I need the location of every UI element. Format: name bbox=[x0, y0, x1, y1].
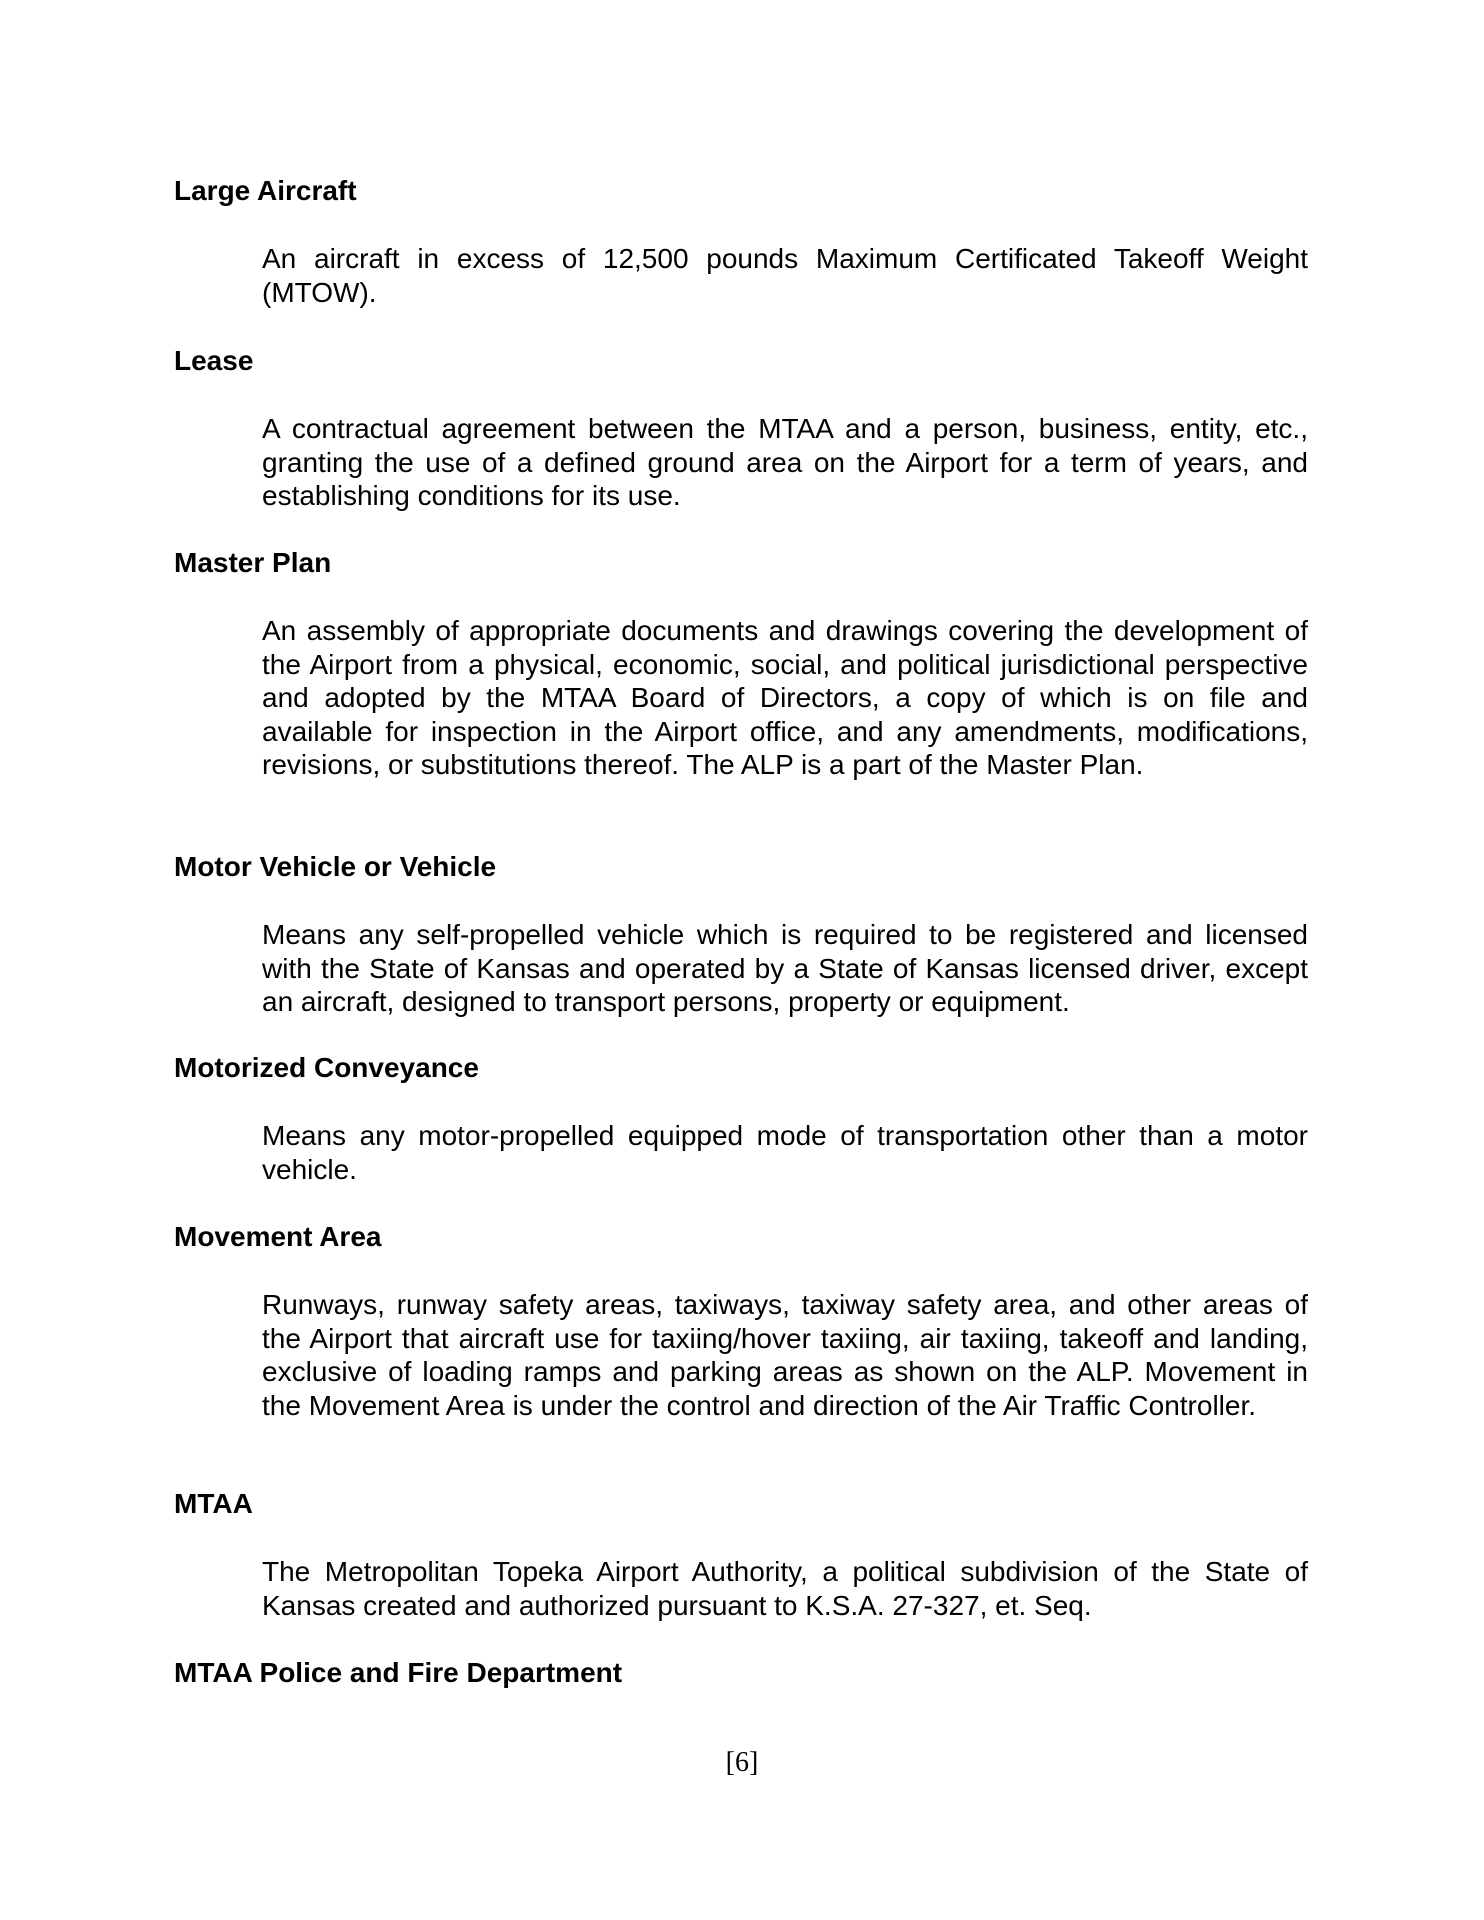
term-heading-master-plan: Master Plan bbox=[174, 547, 332, 578]
term-heading-motor-vehicle: Motor Vehicle or Vehicle bbox=[174, 851, 497, 882]
term-heading-mtaa-police-fire: MTAA Police and Fire Department bbox=[174, 1657, 623, 1688]
term-heading-movement-area: Movement Area bbox=[174, 1221, 382, 1252]
definition-movement-area: Runways, runway safety areas, taxiways, taxiway safety area, and other areas of the Airport that aircraft use for taxiing/hover taxiing, air taxiing, takeoff and landing, exclusive of loading ramps and parking areas as shown on the ALP. Movement in the Movement Area is under the control and direction of the Air Traffic Controller. bbox=[262, 1289, 1308, 1421]
term-heading-mtaa: MTAA bbox=[174, 1488, 253, 1519]
definition-motorized-conveyance: Means any motor-propelled equipped mode of transportation other than a motor vehicle. bbox=[262, 1120, 1308, 1185]
definition-large-aircraft: An aircraft in excess of 12,500 pounds Maximum Certificated Takeoff Weight (MTOW). bbox=[262, 243, 1308, 308]
definition-mtaa: The Metropolitan Topeka Airport Authority, a political subdivision of the State of Kansas created and authorized pursuant to K.S.A. 27-327, et. Seq. bbox=[262, 1556, 1308, 1621]
definition-master-plan: An assembly of appropriate documents and drawings covering the development of the Airport from a physical, economic, social, and political jurisdictional perspective and adopted by the MTAA Board of Directors, a copy of which is on file and available for inspection in the Airport office, and any amendments, modifications, revisions, or substitutions thereof. The ALP is a part of the Master Plan. bbox=[262, 615, 1308, 780]
term-heading-motorized-conveyance: Motorized Conveyance bbox=[174, 1052, 479, 1083]
term-heading-lease: Lease bbox=[174, 345, 254, 376]
page-number: [6] bbox=[725, 1747, 759, 1778]
definition-lease: A contractual agreement between the MTAA and a person, business, entity, etc., granting the use of a defined ground area on the Airport for a term of years, and establishing conditions for its use. bbox=[262, 413, 1308, 511]
definition-motor-vehicle: Means any self-propelled vehicle which is required to be registered and licensed with the State of Kansas and operated by a State of Kansas licensed driver, except an aircraft, designed to transport persons, property or equipment. bbox=[262, 919, 1308, 1017]
term-heading-large-aircraft: Large Aircraft bbox=[174, 175, 357, 206]
